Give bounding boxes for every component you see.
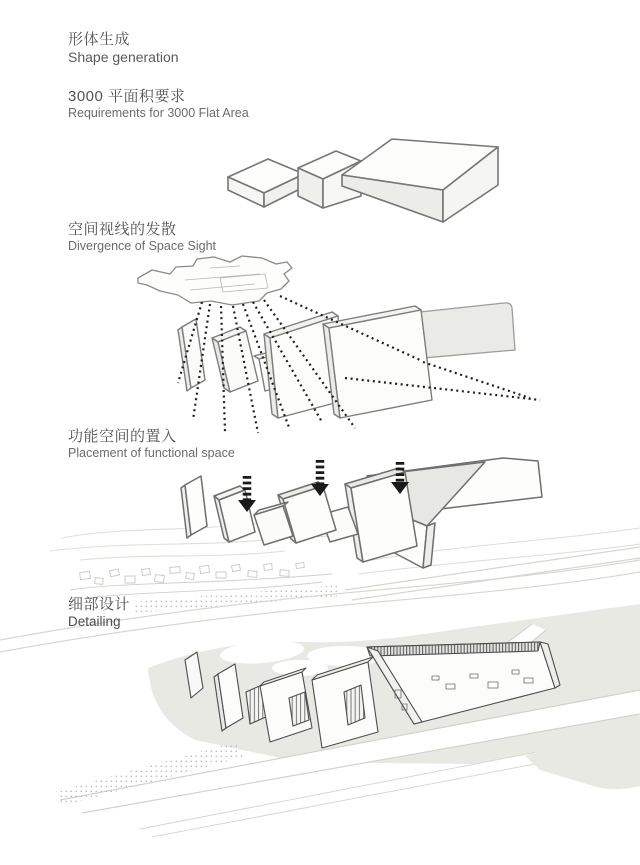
slab-5 [323, 306, 432, 418]
section-heading-detailing [68, 596, 130, 630]
section-heading-functional [68, 428, 235, 460]
section-zh: 3000 平面积要求 [68, 88, 186, 105]
box-small [228, 159, 304, 207]
slab-1 [178, 319, 205, 391]
section-zh: 细部设计 [68, 596, 131, 613]
functional-placement-diagram [55, 445, 640, 598]
page-title-en: Shape generation [68, 48, 179, 65]
section-en: Placement of functional space [68, 445, 235, 460]
lone-slab [181, 476, 207, 538]
massing-boxes-diagram [180, 130, 510, 230]
section-en: Divergence of Space Sight [68, 238, 217, 253]
back-panel [420, 303, 515, 358]
section-zh: 空间视线的发散 [68, 221, 177, 238]
section-heading-flat-area [68, 88, 249, 120]
page-title-zh: 形体生成 [68, 31, 131, 48]
section-zh: 功能空间的置入 [68, 428, 177, 445]
slab-2 [212, 327, 258, 392]
wall-slabs [178, 306, 432, 418]
page-title [68, 31, 179, 65]
sight-divergence-diagram [90, 250, 550, 440]
detail-building [185, 642, 560, 748]
site-footprint [138, 256, 292, 305]
section-heading-sight [68, 221, 216, 253]
detailing-building-diagram [140, 630, 580, 770]
section-en: Detailing [68, 613, 121, 629]
box-large [342, 139, 498, 222]
zigzag-building [214, 458, 542, 568]
sight-line [423, 362, 530, 398]
section-en: Requirements for 3000 Flat Area [68, 105, 249, 120]
